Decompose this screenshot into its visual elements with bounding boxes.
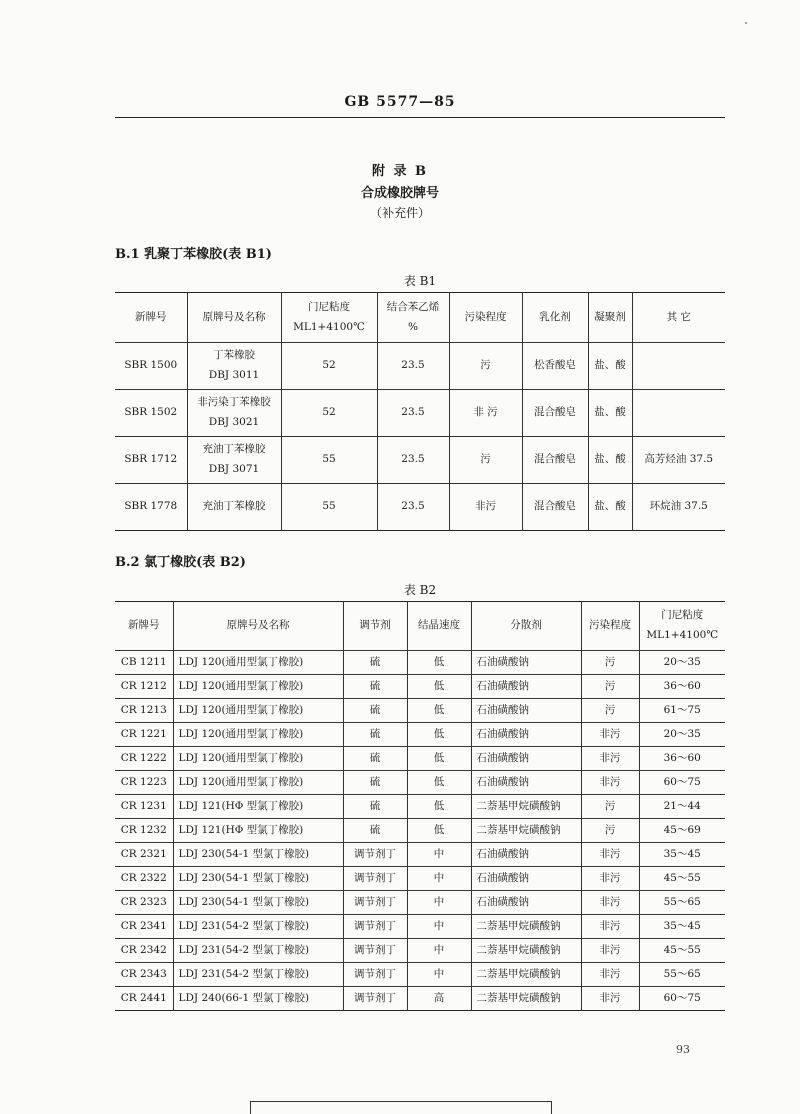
- cell: 非污: [581, 915, 639, 939]
- section-b1-heading: B.1 乳聚丁苯橡胶(表 B1): [115, 247, 272, 262]
- appendix-note: （补充件）: [369, 206, 430, 220]
- cell: 非污: [581, 771, 639, 795]
- cell: LDJ 120(通用型氯丁橡胶): [173, 723, 343, 747]
- cell: LDJ 240(66-1 型氯丁橡胶): [173, 987, 343, 1011]
- cell: 二萘基甲烷磺酸钠: [471, 915, 581, 939]
- cell: CR 1221: [115, 723, 173, 747]
- cell: 非污: [581, 891, 639, 915]
- table-row: [115, 651, 725, 675]
- col-header: 门尼粘度 ML1+4100℃: [281, 293, 377, 343]
- cell: LDJ 120(通用型氯丁橡胶): [173, 675, 343, 699]
- cell: 55: [281, 484, 377, 531]
- cell: CR 1213: [115, 699, 173, 723]
- cell: LDJ 120(通用型氯丁橡胶): [173, 699, 343, 723]
- cell: 污: [581, 675, 639, 699]
- cell: 中: [407, 963, 471, 987]
- cell: 二萘基甲烷磺酸钠: [471, 987, 581, 1011]
- table-header-row: [115, 602, 725, 651]
- cell: 盐、酸: [588, 390, 632, 437]
- cell: LDJ 231(54-2 型氯丁橡胶): [173, 939, 343, 963]
- cell: 调节剂丁: [343, 867, 407, 891]
- cell: CR 1231: [115, 795, 173, 819]
- col-header: 乳化剂: [522, 293, 588, 343]
- cell: 污: [581, 795, 639, 819]
- cell: LDJ 230(54-1 型氯丁橡胶): [173, 891, 343, 915]
- cell: CR 2341: [115, 915, 173, 939]
- cell: 二萘基甲烷磺酸钠: [471, 963, 581, 987]
- cell: 硫: [343, 819, 407, 843]
- table-row: [115, 891, 725, 915]
- cell: 非污: [581, 723, 639, 747]
- cell: 调节剂丁: [343, 987, 407, 1011]
- col-header: 门尼粘度 ML1+4100℃: [639, 602, 725, 651]
- cell: LDJ 121(HΦ 型氯丁橡胶): [173, 819, 343, 843]
- cell: 硫: [343, 675, 407, 699]
- col-header: 污染程度: [581, 602, 639, 651]
- col-header: 其 它: [632, 293, 725, 343]
- cell: 高: [407, 987, 471, 1011]
- cell: LDJ 120(通用型氯丁橡胶): [173, 651, 343, 675]
- cell: 硫: [343, 771, 407, 795]
- cell: SBR 1778: [124, 500, 178, 513]
- cell: 充油丁苯橡胶 DBJ 3071: [187, 437, 281, 484]
- cell: LDJ 230(54-1 型氯丁橡胶): [173, 867, 343, 891]
- cell: 非污: [581, 867, 639, 891]
- col-header: 凝聚剂: [588, 293, 632, 343]
- cell: CR 2343: [115, 963, 173, 987]
- table-row: [115, 987, 725, 1011]
- cell: 二萘基甲烷磺酸钠: [471, 795, 581, 819]
- cell: 污: [581, 651, 639, 675]
- cell: 20～35: [639, 723, 725, 747]
- cell: 非污: [581, 747, 639, 771]
- section-b2-heading: B.2 氯丁橡胶(表 B2): [115, 555, 246, 570]
- appendix-title: 附 录 B: [371, 164, 429, 179]
- cell: 非 污: [449, 390, 522, 437]
- cell: 盐、酸: [588, 343, 632, 390]
- cell: 混合酸皂: [522, 390, 588, 437]
- cell: LDJ 231(54-2 型氯丁橡胶): [173, 963, 343, 987]
- col-header: 污染程度: [449, 293, 522, 343]
- cell: 石油磺酸钠: [471, 867, 581, 891]
- cell: 低: [407, 675, 471, 699]
- footer-frame: [250, 1101, 552, 1114]
- cell: 低: [407, 699, 471, 723]
- cell: 非污: [581, 843, 639, 867]
- table-row: [115, 963, 725, 987]
- cell: LDJ 121(HΦ 型氯丁橡胶): [173, 795, 343, 819]
- cell: 调节剂丁: [343, 843, 407, 867]
- table-header-row: [115, 293, 725, 343]
- cell: 非污: [581, 963, 639, 987]
- table-row: [115, 843, 725, 867]
- col-header: 新牌号: [115, 602, 173, 651]
- cell: 低: [407, 819, 471, 843]
- cell: 盐、酸: [588, 484, 632, 531]
- cell: 调节剂丁: [343, 891, 407, 915]
- cell: 低: [407, 747, 471, 771]
- cell: 二萘基甲烷磺酸钠: [471, 819, 581, 843]
- table-row: [115, 939, 725, 963]
- cell: 23.5: [377, 343, 449, 390]
- cell: CR 2342: [115, 939, 173, 963]
- table-b2-body: [115, 651, 725, 1011]
- cell: [632, 343, 725, 390]
- cell: 52: [281, 343, 377, 390]
- appendix-subtitle: 合成橡胶牌号: [360, 186, 439, 201]
- cell: 36～60: [639, 747, 725, 771]
- table-row: [115, 675, 725, 699]
- cell: CB 1211: [115, 651, 173, 675]
- cell: LDJ 120(通用型氯丁橡胶): [173, 747, 343, 771]
- cell: 调节剂丁: [343, 963, 407, 987]
- cell: CR 2321: [115, 843, 173, 867]
- cell: CR 2441: [120, 991, 167, 1004]
- page-number: 93: [676, 1043, 690, 1056]
- table-row: [115, 484, 725, 531]
- col-header: 调节剂: [343, 602, 407, 651]
- cell: 23.5: [377, 437, 449, 484]
- cell: 21～44: [639, 795, 725, 819]
- table-row: [115, 915, 725, 939]
- cell: 55: [281, 437, 377, 484]
- standard-number: GB 5577—85: [344, 94, 456, 110]
- cell: 硫: [343, 723, 407, 747]
- cell: 污: [581, 819, 639, 843]
- col-header: 新牌号: [115, 293, 187, 343]
- table-b2: [115, 601, 725, 1011]
- table-row: [115, 771, 725, 795]
- cell: SBR 1502: [115, 390, 187, 437]
- cell: 石油磺酸钠: [471, 747, 581, 771]
- cell: 石油磺酸钠: [471, 843, 581, 867]
- cell: 污: [581, 699, 639, 723]
- cell: SBR 1712: [115, 437, 187, 484]
- col-header: 结晶速度: [407, 602, 471, 651]
- cell: CR 2323: [115, 891, 173, 915]
- cell: 丁苯橡胶 DBJ 3011: [187, 343, 281, 390]
- cell: CR 1222: [115, 747, 173, 771]
- table-row: [115, 867, 725, 891]
- cell: 61～75: [639, 699, 725, 723]
- cell: 二萘基甲烷磺酸钠: [471, 939, 581, 963]
- cell: 石油磺酸钠: [471, 771, 581, 795]
- cell: 45～55: [639, 867, 725, 891]
- cell: 混合酸皂: [522, 437, 588, 484]
- col-header: 分散剂: [471, 602, 581, 651]
- cell: 35～45: [639, 843, 725, 867]
- cell: 55～65: [639, 963, 725, 987]
- cell: 35～45: [639, 915, 725, 939]
- cell: 污: [449, 437, 522, 484]
- cell: 硫: [343, 699, 407, 723]
- cell: 非污: [449, 484, 522, 531]
- cell: 低: [407, 771, 471, 795]
- cell: 23.5: [377, 390, 449, 437]
- cell: 中: [407, 915, 471, 939]
- cell: 低: [407, 651, 471, 675]
- cell: LDJ 230(54-1 型氯丁橡胶): [173, 843, 343, 867]
- cell: 调节剂丁: [343, 939, 407, 963]
- table-b1: [115, 292, 725, 531]
- cell: CR 1212: [115, 675, 173, 699]
- header-rule: [115, 117, 725, 118]
- cell: 60～75: [639, 987, 725, 1011]
- cell: 石油磺酸钠: [471, 723, 581, 747]
- cell: LDJ 231(54-2 型氯丁橡胶): [173, 915, 343, 939]
- table-row: [115, 699, 725, 723]
- cell: 中: [407, 843, 471, 867]
- col-header: 原牌号及名称: [173, 602, 343, 651]
- table-row: [115, 819, 725, 843]
- cell: 低: [407, 795, 471, 819]
- cell: 盐、酸: [588, 437, 632, 484]
- cell: SBR 1500: [115, 343, 187, 390]
- cell: 36～60: [639, 675, 725, 699]
- table-row: [115, 390, 725, 437]
- cell: [632, 390, 725, 437]
- cell: 充油丁苯橡胶: [187, 484, 281, 531]
- cell: 硫: [343, 795, 407, 819]
- cell: 23.5: [377, 484, 449, 531]
- cell: 52: [281, 390, 377, 437]
- table-row: [115, 723, 725, 747]
- table-row: [115, 343, 725, 390]
- cell: 非污染丁苯橡胶 DBJ 3021: [187, 390, 281, 437]
- cell: 60～75: [639, 771, 725, 795]
- cell: LDJ 120(通用型氯丁橡胶): [173, 771, 343, 795]
- cell: 20～35: [639, 651, 725, 675]
- cell: CR 1232: [115, 819, 173, 843]
- cell: 调节剂丁: [343, 915, 407, 939]
- cell: CR 2322: [115, 867, 173, 891]
- cell: 石油磺酸钠: [471, 891, 581, 915]
- table-b1-caption: 表 B1: [403, 274, 437, 288]
- cell: 石油磺酸钠: [471, 675, 581, 699]
- table-row: [115, 437, 725, 484]
- cell: 硫: [343, 747, 407, 771]
- cell: 低: [407, 723, 471, 747]
- cell: 中: [407, 867, 471, 891]
- cell: 硫: [343, 651, 407, 675]
- cell: 非污: [581, 987, 639, 1011]
- table-row: [115, 747, 725, 771]
- cell: 混合酸皂: [522, 484, 588, 531]
- col-header: 结合苯乙烯 %: [377, 293, 449, 343]
- scan-speck: [745, 22, 747, 24]
- cell: CR 1223: [115, 771, 173, 795]
- table-b2-caption: 表 B2: [403, 583, 437, 597]
- cell: 中: [407, 891, 471, 915]
- cell: 污: [449, 343, 522, 390]
- table-row: [115, 795, 725, 819]
- cell: 中: [407, 939, 471, 963]
- cell: 55～65: [639, 891, 725, 915]
- cell: 非污: [581, 939, 639, 963]
- cell: 45～69: [639, 819, 725, 843]
- cell: 45～55: [639, 939, 725, 963]
- cell: 石油磺酸钠: [471, 651, 581, 675]
- cell: 环烷油 37.5: [632, 484, 725, 531]
- cell: 松香酸皂: [522, 343, 588, 390]
- cell: 高芳烃油 37.5: [632, 437, 725, 484]
- cell: 石油磺酸钠: [471, 699, 581, 723]
- col-header: 原牌号及名称: [187, 293, 281, 343]
